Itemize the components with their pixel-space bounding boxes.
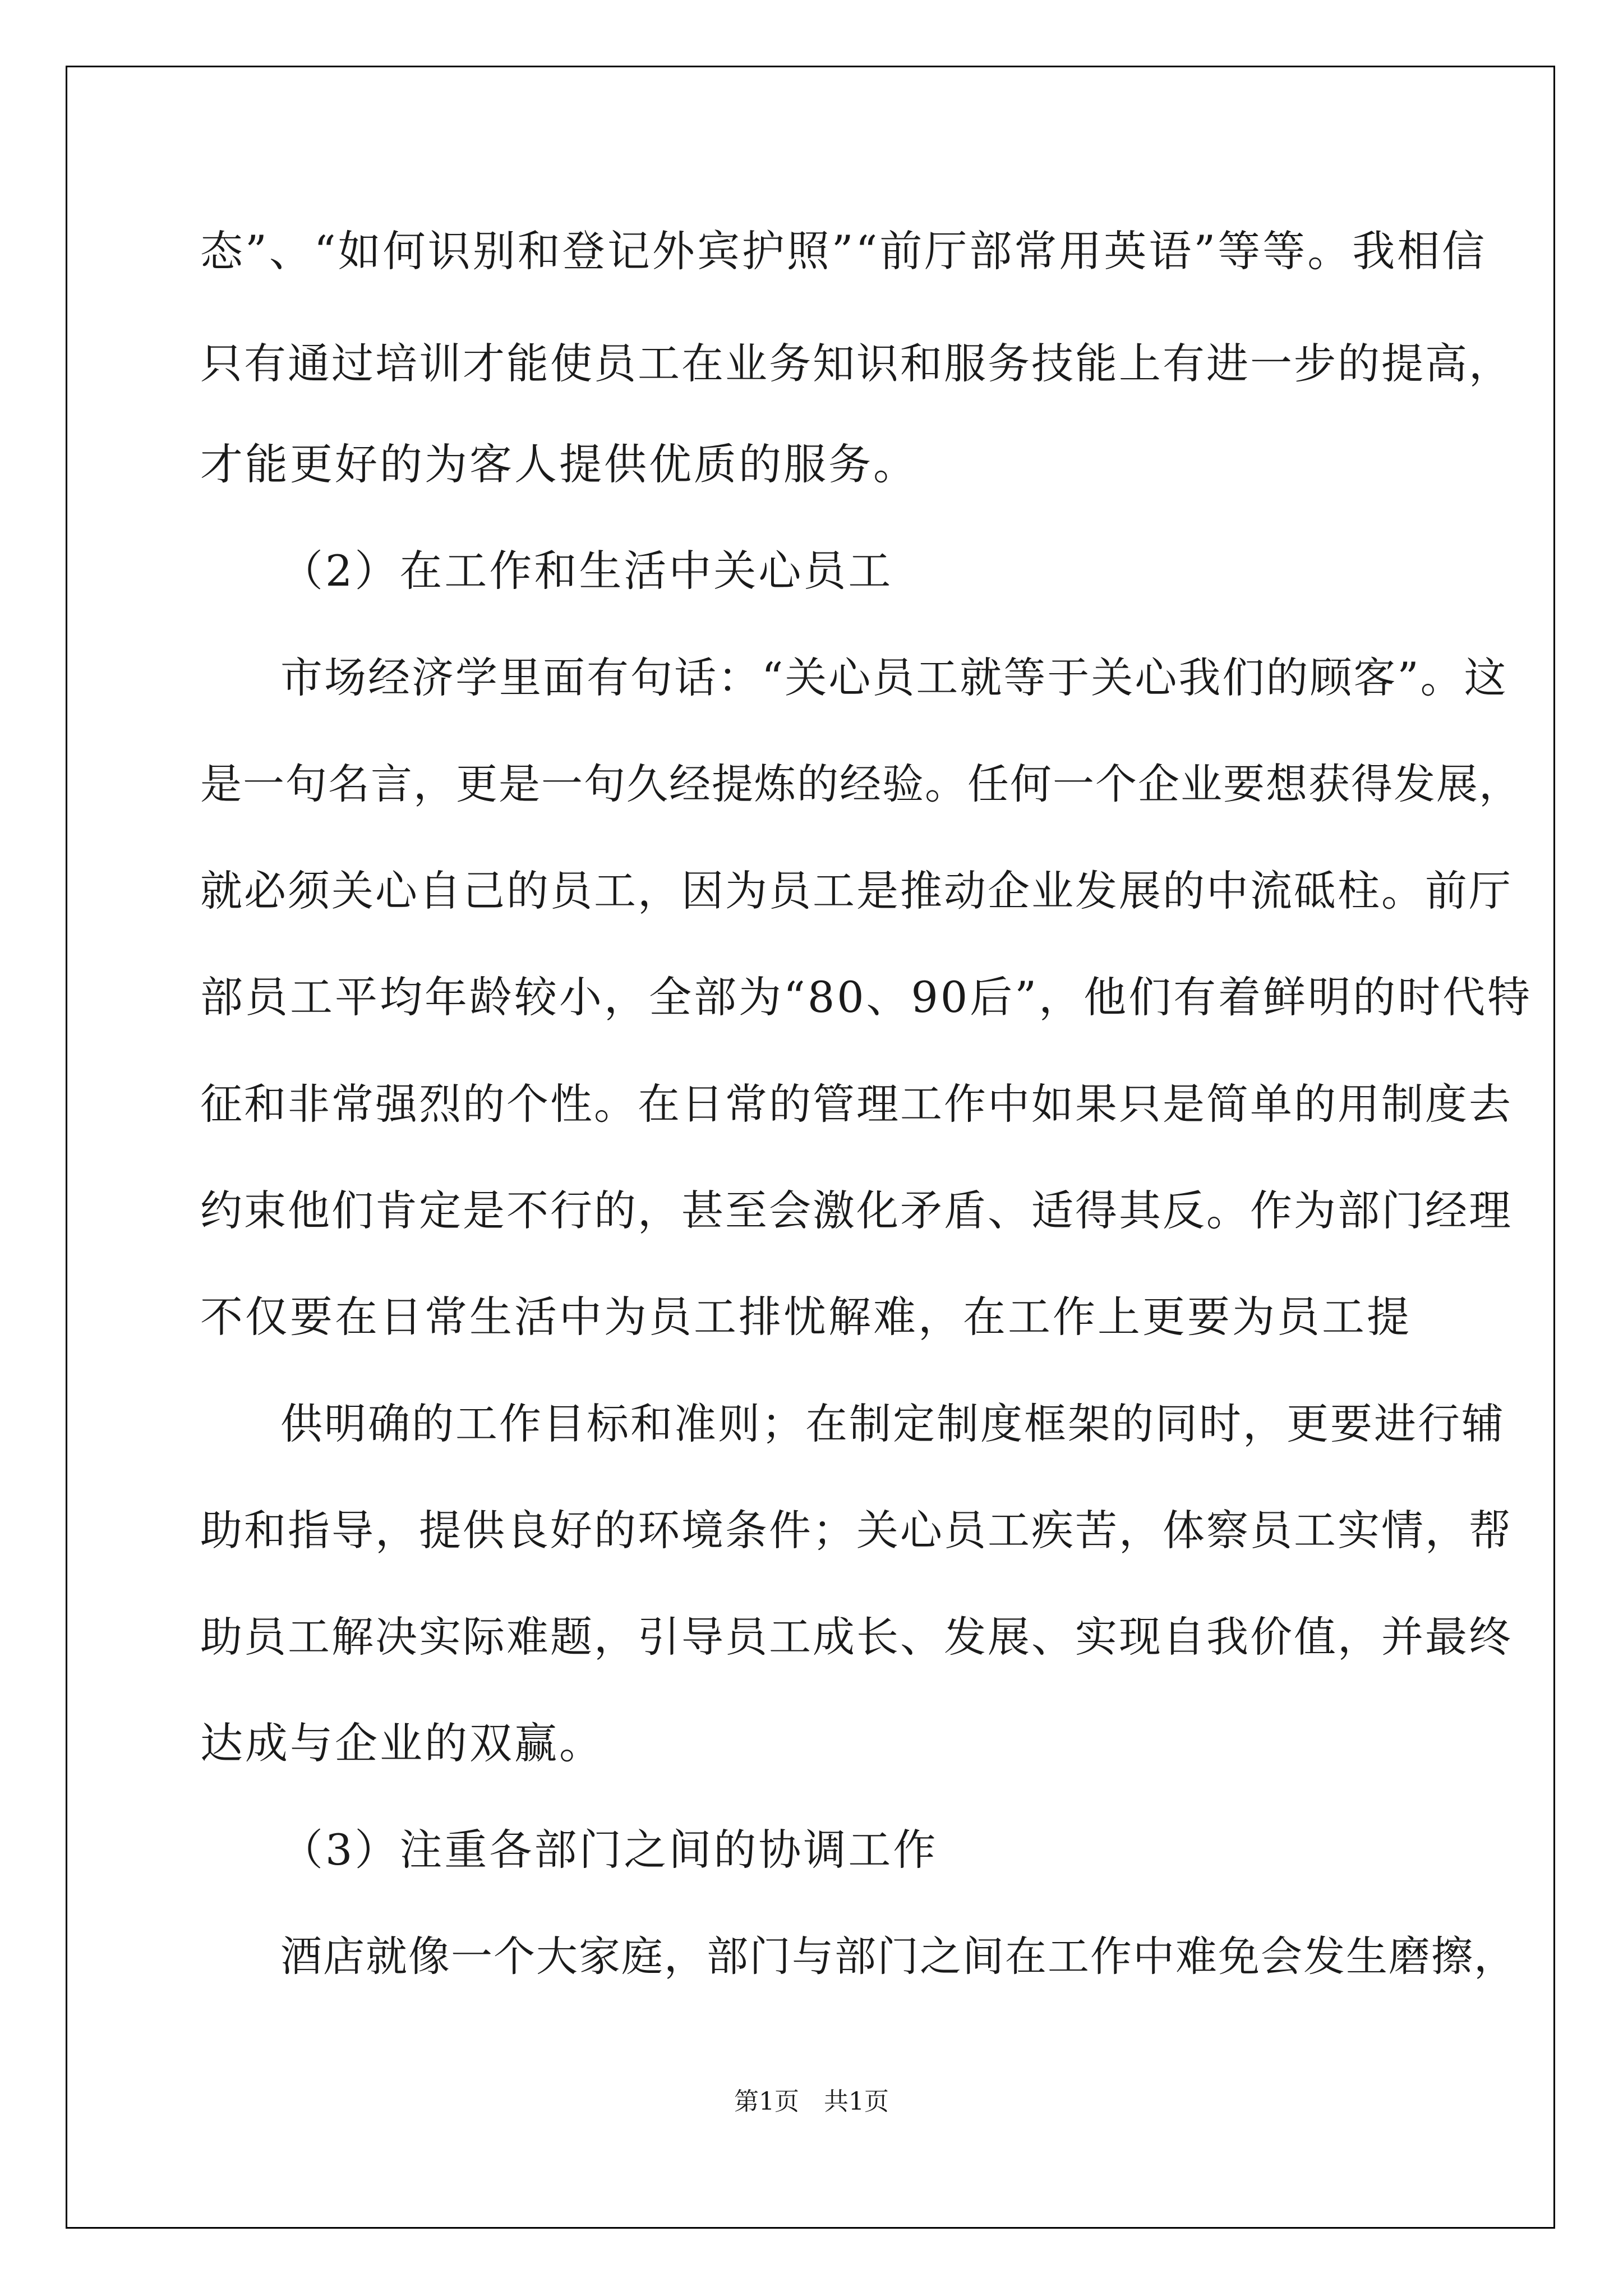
body-text-line: 约束他们肯定是不行的，甚至会激化矛盾、适得其反。作为部门经理 [200, 1186, 1513, 1235]
body-text-line: 是一句名言，更是一句久经提炼的经验。任何一个企业要想获得发展， [200, 760, 1521, 808]
section-heading: （2）在工作和生活中关心员工 [280, 546, 893, 596]
body-text-line: 达成与企业的双赢。 [200, 1718, 604, 1768]
body-text-line: 供明确的工作目标和准则；在制定制度框架的同时，更要进行辅 [280, 1399, 1506, 1448]
section-heading: （3）注重各部门之间的协调工作 [280, 1825, 938, 1875]
body-text-line: 态”、“如何识别和登记外宾护照”“前厅部常用英语”等等。我相信 [200, 226, 1487, 276]
body-text-line: 才能更好的为客人提供优质的服务。 [200, 439, 918, 489]
body-text-line: 市场经济学里面有句话：“关心员工就等于关心我们的顾客”。这 [280, 653, 1508, 702]
body-text-line: 只有通过培训才能使员工在业务知识和服务技能上有进一步的提高， [200, 339, 1513, 388]
body-text-line: 酒店就像一个大家庭，部门与部门之间在工作中难免会发生磨擦， [280, 1932, 1516, 1981]
page-footer: 第1页 共1页 [734, 2087, 889, 2116]
body-text-line: 就必须关心自己的员工，因为员工是推动企业发展的中流砥柱。前厅 [200, 866, 1513, 915]
body-text-line: 助员工解决实际难题，引导员工成长、发展、实现自我价值，并最终 [200, 1612, 1513, 1662]
body-text-line: 部员工平均年龄较小，全部为“80、90后”，他们有着鲜明的时代特 [200, 972, 1533, 1022]
body-text-line: 助和指导，提供良好的环境条件；关心员工疾苦，体察员工实情，帮 [200, 1506, 1513, 1555]
body-text-line: 征和非常强烈的个性。在日常的管理工作中如果只是简单的用制度去 [200, 1079, 1513, 1129]
body-text-line: 不仅要在日常生活中为员工排忧解难，在工作上更要为员工提 [200, 1292, 1412, 1342]
